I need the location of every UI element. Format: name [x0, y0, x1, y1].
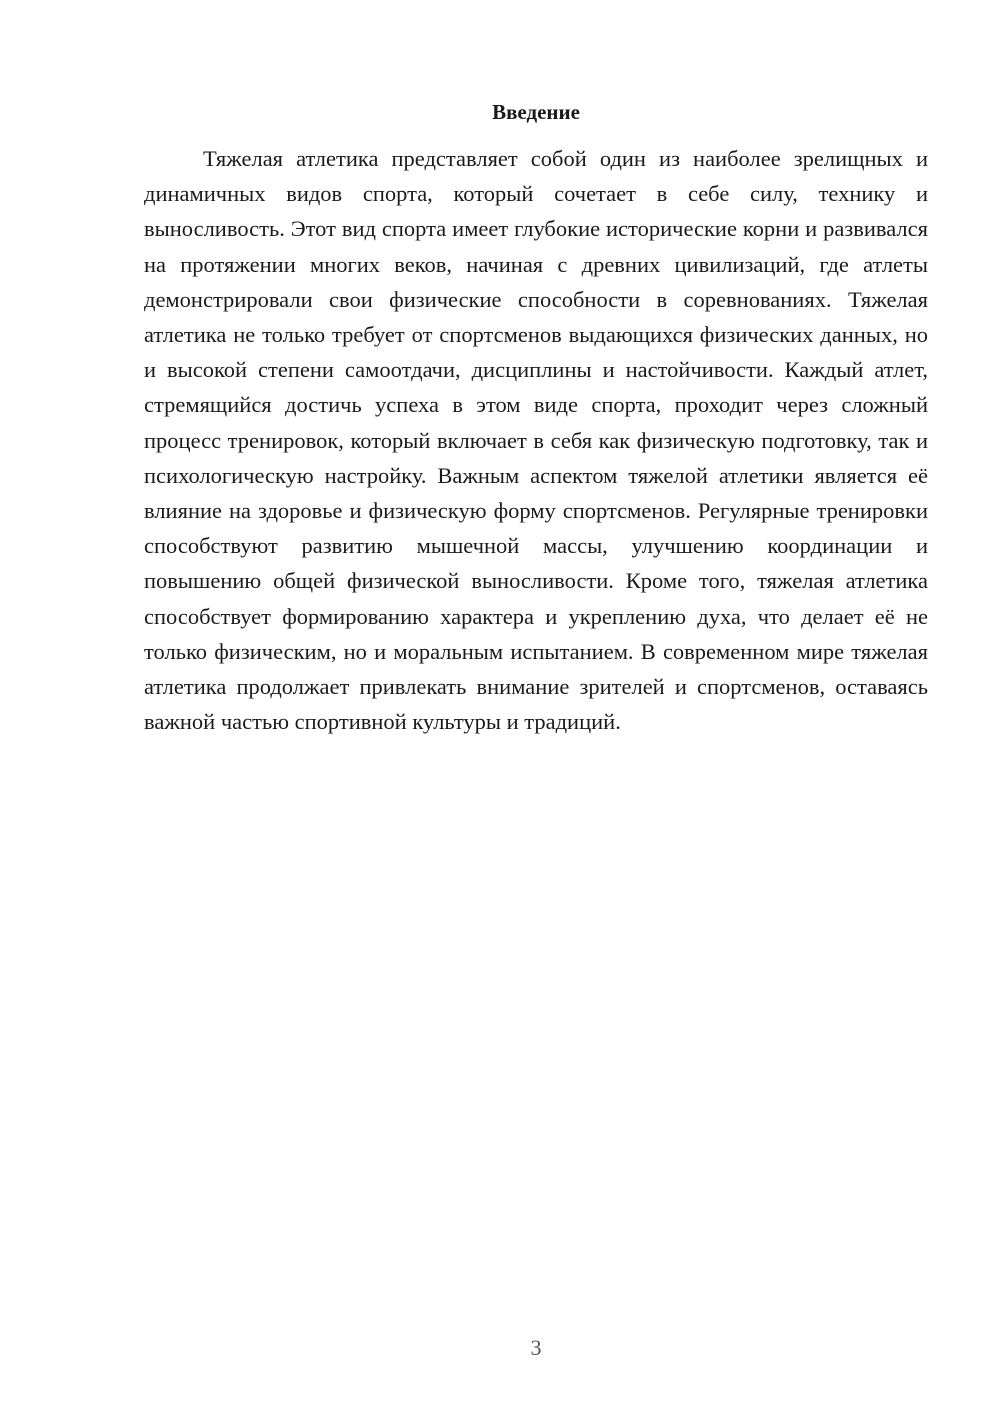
page-number: 3 [530, 1335, 542, 1360]
body-paragraph: Тяжелая атлетика представляет собой один из наиболее зрелищных и динамичных видов спорта, который сочетает в себе силу, технику и выносливость. Этот вид спорта имеет глубокие исторические корни и развивался на протяжении многих веков, начиная с древних цивилизаций, где атлеты демонстрировали свои физические способности в соревнованиях. Тяжелая атлетика не только требует от спортсменов выдающихся физических данных, но и высокой степени самоотдачи, дисциплины и настойчивости. Каждый атлет, стремящийся достичь успеха в этом виде спорта, проходит через сложный процесс тренировок, который включает в себя как физическую подготовку, так и психологическую настройку. Важным аспектом тяжелой атлетики является её влияние на здоровье и физическую форму спортсменов. Регулярные тренировки способствуют развитию мышечной массы, улучшению координации и повышению общей физической выносливости. Кроме того, тяжелая атлетика способствует формированию характера и укреплению духа, что делает её не только физическим, но и моральным испытанием. В современном мире тяжелая атлетика продолжает привлекать внимание зрителей и спортсменов, оставаясь важной частью спортивной культуры и традиций. [144, 146, 928, 735]
section-heading: Введение [492, 100, 580, 124]
